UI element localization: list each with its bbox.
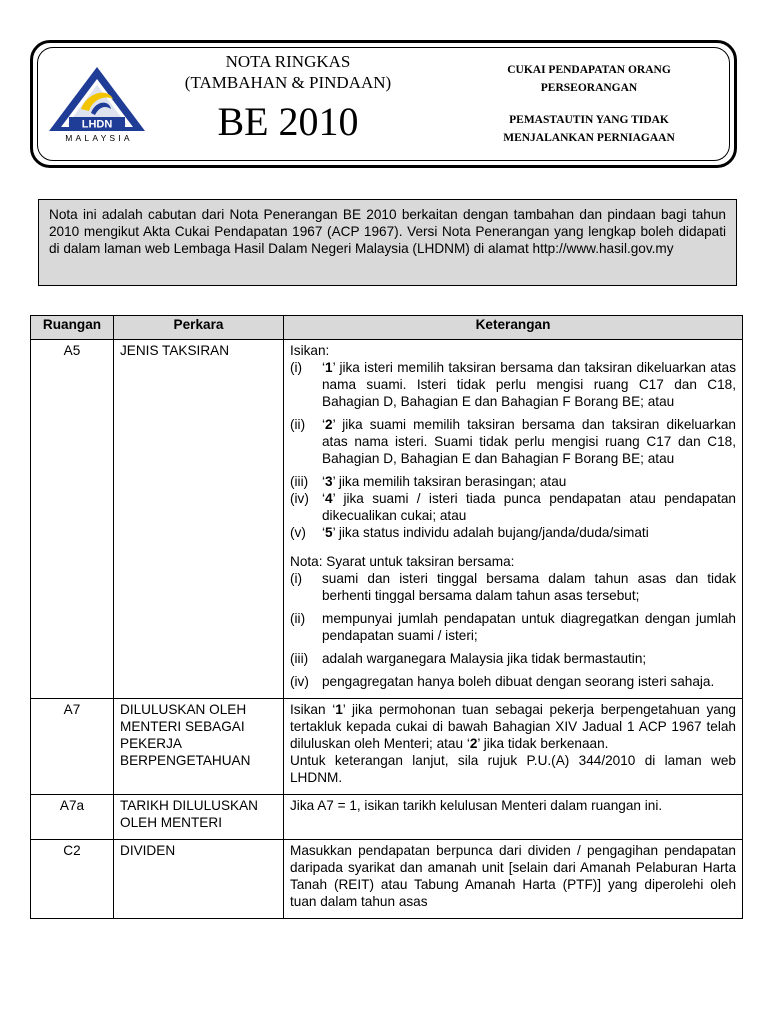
logo-country-text: MALAYSIA bbox=[65, 133, 133, 143]
isikan-intro: Isikan: bbox=[290, 343, 330, 358]
row-description: Jika A7 = 1, isikan tarikh kelulusan Menteri dalam ruangan ini. bbox=[284, 795, 743, 840]
header-keterangan: Keterangan bbox=[284, 316, 743, 340]
a7-paragraph-2: Untuk keterangan lanjut, sila rujuk P.U.(A) 344/2010 di laman web LHDNM. bbox=[290, 753, 736, 785]
condition-item: (i) suami dan isteri tinggal bersama dalam tahun asas dan tidak berhenti tinggal bersama dalam tahun asas tersebut; bbox=[290, 571, 736, 603]
table-row-a5 bbox=[31, 340, 743, 699]
table-row-a7 bbox=[31, 699, 743, 795]
option-item: (iv) ‘4’ jika suami / isteri tiada punca pendapatan atau pendapatan dikecualikan cukai; atau bbox=[290, 491, 736, 523]
a7-paragraph-1: Isikan ‘1’ jika permohonan tuan sebagai pekerja berpengetahuan yang tertakluk kepada cukai di bawah Bahagian XIV Jadual 1 ACP 1967 telah diluluskan oleh Menteri; atau ‘2’ jika tidak berkenaan. bbox=[290, 702, 736, 751]
tax-category-block bbox=[469, 61, 709, 147]
lhdn-logo bbox=[47, 65, 147, 151]
option-item: (ii) ‘2’ jika suami memilih taksiran bersama dan taksiran dikeluarkan atas nama isteri. Suami tidak perlu mengisi ruang C17 dan C18, Bahagian D, Bahagian E dan Bahagian F Borang BE; atau bbox=[290, 417, 736, 466]
header-ruangan: Ruangan bbox=[31, 316, 114, 340]
row-code: A5 bbox=[31, 340, 114, 699]
intro-note-box: Nota ini adalah cabutan dari Nota Penerangan BE 2010 berkaitan dengan tambahan dan pindaan bagi tahun 2010 mengikut Akta Cukai Pendapatan 1967 (ACP 1967). Versi Nota Penerangan yang lengkap boleh didapati di dalam laman web Lembaga Hasil Dalam Negeri Malaysia (LHDNM) di alamat http://www.hasil.gov.my bbox=[38, 199, 737, 286]
row-description bbox=[284, 699, 743, 795]
row-description bbox=[284, 340, 743, 699]
row-code: A7 bbox=[31, 699, 114, 795]
table-row-a7a bbox=[31, 795, 743, 840]
table-row-c2 bbox=[31, 840, 743, 919]
form-code-title: BE 2010 bbox=[217, 99, 359, 144]
title-line-2: (TAMBAHAN & PINDAAN) bbox=[184, 73, 392, 92]
row-code: C2 bbox=[31, 840, 114, 919]
row-item: TARIKH DILULUSKAN OLEH MENTERI bbox=[114, 795, 284, 840]
row-item: DILULUSKAN OLEH MENTERI SEBAGAI PEKERJA BERPENGETAHUAN bbox=[114, 699, 284, 795]
condition-item: (iii) adalah warganegara Malaysia jika tidak bermastautin; bbox=[290, 651, 647, 666]
row-item: DIVIDEN bbox=[114, 840, 284, 919]
row-code: A7a bbox=[31, 795, 114, 840]
option-item: (v) ‘5’ jika status individu adalah bujang/janda/duda/simati bbox=[290, 525, 649, 540]
logo-lhdn-text: LHDN bbox=[81, 118, 113, 131]
condition-item: (iv) pengagregatan hanya boleh dibuat dengan seorang isteri sahaja. bbox=[290, 674, 715, 689]
title-block bbox=[163, 51, 413, 145]
nota-title: Nota: Syarat untuk taksiran bersama: bbox=[290, 554, 515, 569]
explanation-table bbox=[30, 315, 743, 919]
title-line-1: NOTA RINGKAS bbox=[225, 52, 351, 71]
category-line-2: PERSEORANGAN bbox=[540, 82, 638, 94]
row-description: Masukkan pendapatan berpunca dari dividen / pengagihan pendapatan daripada syarikat dan amanah unit [selain dari Amanah Pelaburan Harta Tanah (REIT) atau Tabung Amanah Harta (PTF)] yang diperolehi oleh tuan dalam tahun asas bbox=[284, 840, 743, 919]
document-header bbox=[30, 40, 737, 168]
category-line-3: PEMASTAUTIN YANG TIDAK bbox=[509, 114, 669, 126]
condition-item: (ii) mempunyai jumlah pendapatan untuk diagregatkan dengan jumlah pendapatan suami / isteri; bbox=[290, 611, 736, 643]
row-item: JENIS TAKSIRAN bbox=[114, 340, 284, 699]
table-header-row bbox=[31, 316, 743, 340]
option-item: (i) ‘1’ jika isteri memilih taksiran bersama dan taksiran dikeluarkan atas nama suami. Isteri tidak perlu mengisi ruang C17 dan C18, Bahagian D, Bahagian E dan Bahagian F Borang BE; atau bbox=[290, 360, 736, 409]
category-line-4: MENJALANKAN PERNIAGAAN bbox=[503, 132, 675, 144]
header-perkara: Perkara bbox=[114, 316, 284, 340]
category-line-1: CUKAI PENDAPATAN ORANG bbox=[507, 64, 671, 76]
option-item: (iii) ‘3’ jika memilih taksiran berasingan; atau bbox=[290, 474, 567, 489]
lhdn-triangle-icon bbox=[47, 65, 147, 135]
